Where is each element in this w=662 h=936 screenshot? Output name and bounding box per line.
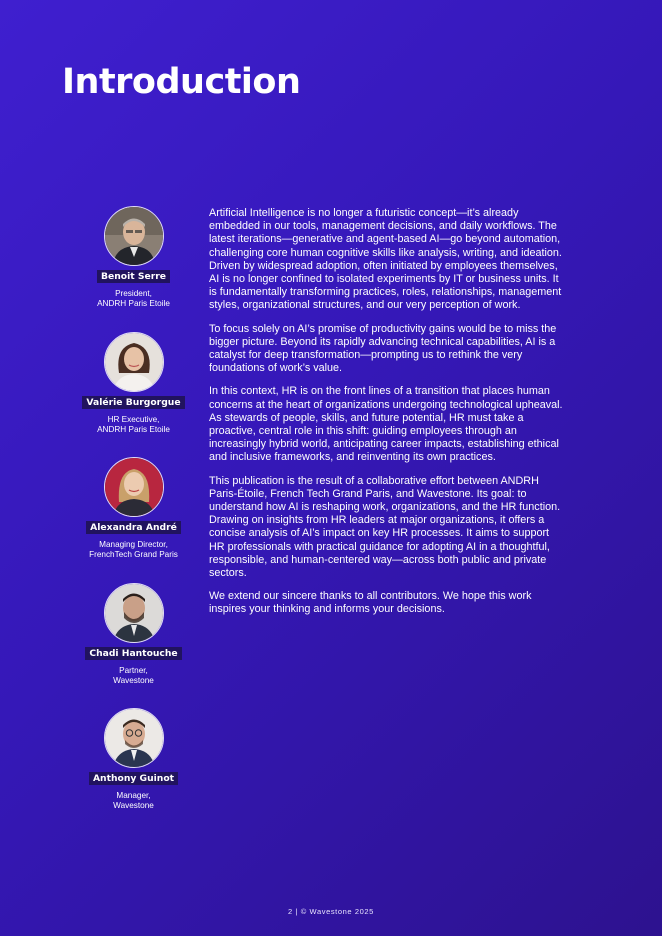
paragraph: This publication is the result of a collaborative effort between ANDRH Paris-Étoile, French Tech Grand Paris, and Wavestone. Its goal: to understand how AI is reshaping work, organizations, and the HR function. Drawing on insights from HR leaders at major organizations, it offers a concise analysis of AI’s impact on key HR processes. It aims to support HR professionals with practical guidance for adopting AI in a thoughtful, responsible, and human-centered way—across both public and private sectors. <box>209 474 561 580</box>
role-title: Partner, <box>119 666 148 675</box>
avatar-photo <box>104 457 164 517</box>
role-organization: ANDRH Paris Etoile <box>97 425 170 435</box>
avatar-photo <box>104 206 164 266</box>
contributor-card <box>76 583 191 687</box>
avatar-photo <box>104 332 164 392</box>
paragraph: In this context, HR is on the front lines of a transition that places human concerns at the heart of organizations undergoing technological upheaval. As stewards of people, skills, and future potential, HR must take a proactive, central role in this shift: guiding employees through an increasingly hybrid world, anticipating career impacts, establishing ethical and inclusive frameworks, and reinventing its own practices. <box>209 385 563 464</box>
contributor-card <box>76 708 191 812</box>
contributor-name: Valérie Burgorgue <box>82 396 184 409</box>
contributor-role <box>76 540 191 561</box>
contributor-role <box>76 289 191 310</box>
role-title: Manager, <box>116 791 151 800</box>
paragraph: Artificial Intelligence is no longer a futuristic concept—it’s already embedded in our tools, management decisions, and daily workflows. The latest iterations—generative and agent-based AI—go beyond automation, challenging core human cognitive skills like analysis, writing, and ideation. Driven by widespread adoption, often initiated by employees themselves, AI is no longer confined to isolated experiments by IT or business units. It is fundamentally transforming practices, roles, relationships, management styles, organizational structures, and our very perception of work. <box>209 207 562 312</box>
contributor-card <box>76 332 191 436</box>
avatar-photo <box>104 708 164 768</box>
role-title: HR Executive, <box>107 415 160 424</box>
contributor-name: Benoit Serre <box>97 270 170 283</box>
contributor-name: Alexandra André <box>86 521 181 534</box>
contributor-name: Anthony Guinot <box>89 772 178 785</box>
contributor-name: Chadi Hantouche <box>85 647 181 660</box>
page-title: Introduction <box>62 62 301 102</box>
avatar-photo <box>104 583 164 643</box>
contributor-card <box>76 457 191 561</box>
paragraph: We extend our sincere thanks to all contributors. We hope this work inspires your thinking and informs your decisions. <box>209 590 532 616</box>
role-organization: Wavestone <box>113 801 154 811</box>
contributor-card <box>76 206 191 310</box>
role-organization: ANDRH Paris Etoile <box>97 299 170 309</box>
contributor-role <box>76 791 191 812</box>
contributor-role <box>76 666 191 687</box>
role-title: Managing Director, <box>99 540 168 549</box>
introduction-body <box>209 207 563 627</box>
page-footer: 2 | © Wavestone 2025 <box>288 907 374 916</box>
paragraph: To focus solely on AI’s promise of productivity gains would be to miss the bigger picture. Beyond its rapidly advancing technical capabilities, AI is a catalyst for deep transformation—prompting us to rethink the very foundations of work’s value. <box>209 322 557 375</box>
contributor-role <box>76 415 191 436</box>
role-title: President, <box>115 289 152 298</box>
role-organization: Wavestone <box>113 676 154 686</box>
role-organization: FrenchTech Grand Paris <box>89 550 178 560</box>
